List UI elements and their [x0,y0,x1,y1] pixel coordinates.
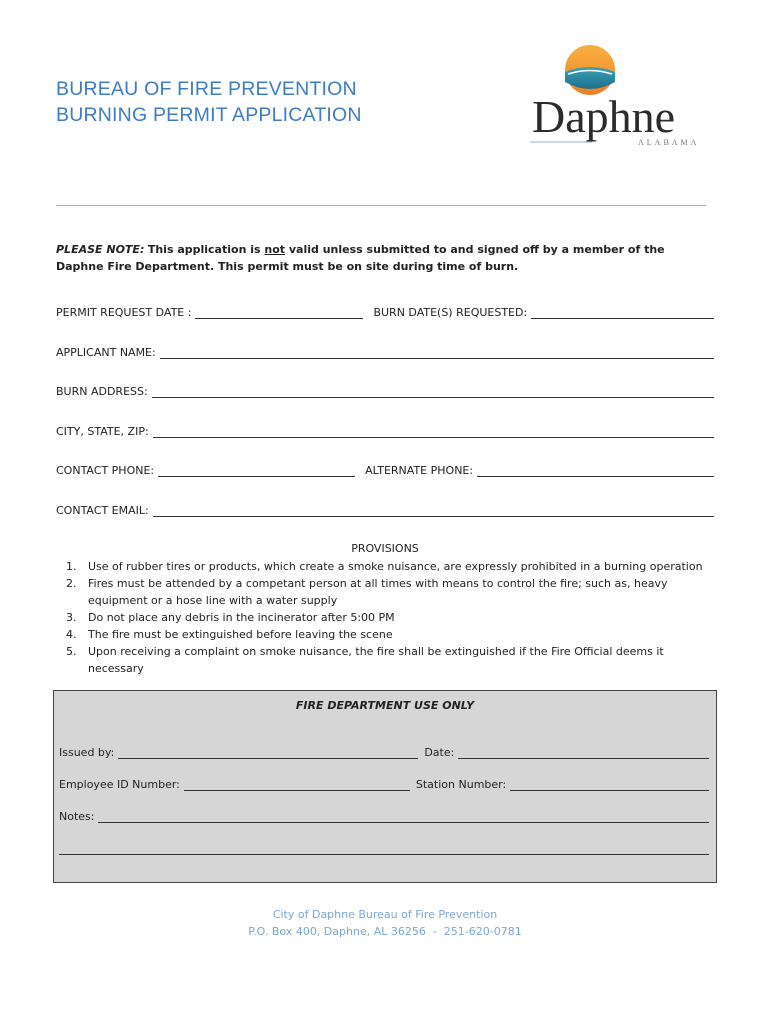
fire-department-box [53,690,717,883]
burn-dates-label: BURN DATE(S) REQUESTED: [373,306,528,319]
provisions-list [56,558,716,677]
row-phones [56,461,714,477]
daphne-logo [528,44,718,152]
please-note [56,241,712,275]
row-applicant [56,343,714,359]
notes-label: Notes: [59,810,95,823]
provision-item: 1. Use of rubber tires or products, which create a smoke nuisance, are expressly prohibited in a burning operation [66,560,703,573]
footer [0,906,770,940]
city-state-zip-field[interactable] [153,426,714,438]
issued-by-label: Issued by: [59,746,115,759]
row-address [56,382,714,398]
fire-department-title: FIRE DEPARTMENT USE ONLY [295,699,475,712]
row-city [56,422,714,438]
title-line-1: BUREAU OF FIRE PREVENTION [56,78,357,100]
provision-item: 2. Fires must be attended by a competant person at all times with means to control the fire; such as, heavy equipment or a hose line with a water supply [66,577,668,607]
row-employee [59,775,709,791]
employee-id-field[interactable] [184,779,410,791]
note-text-before: This application is [147,243,261,256]
date-label: Date: [424,746,455,759]
burn-address-label: BURN ADDRESS: [56,385,148,398]
note-emphasis: not [264,243,286,256]
note-prefix: PLEASE NOTE: [56,243,145,256]
contact-phone-field[interactable] [158,465,355,477]
logo-wordmark: Daphne [532,91,676,142]
logo-subtitle: ALABAMA [638,138,700,147]
contact-phone-label: CONTACT PHONE: [56,464,155,477]
note-text-after: valid unless submitted to and signed off by a member of the Daphne Fire Department. This permit must be on site during time of burn. [56,243,665,273]
header-divider [56,205,706,206]
burn-address-field[interactable] [152,386,714,398]
title-line-2: BURNING PERMIT APPLICATION [56,104,362,126]
footer-line-1: City of Daphne Bureau of Fire Prevention [272,908,498,921]
applicant-name-label: APPLICANT NAME: [56,346,156,359]
employee-id-label: Employee ID Number: [59,778,180,791]
page-title [56,76,362,128]
station-number-field[interactable] [510,779,709,791]
provision-item: 3. Do not place any debris in the incinerator after 5:00 PM [66,611,395,624]
footer-line-2: P.O. Box 400, Daphne, AL 36256 - 251-620-0781 [248,925,522,938]
row-issued [59,743,709,759]
row-email [56,501,714,517]
date-field[interactable] [458,747,709,759]
notes-field[interactable] [98,811,709,823]
provisions-title: PROVISIONS [351,542,419,555]
alternate-phone-field[interactable] [477,465,714,477]
row-dates [56,303,714,319]
notes-field-line-2[interactable] [59,843,709,855]
station-number-label: Station Number: [415,778,507,791]
issued-by-field[interactable] [118,747,418,759]
provision-item: 4. The fire must be extinguished before leaving the scene [66,628,393,641]
alternate-phone-label: ALTERNATE PHONE: [365,464,474,477]
row-notes [59,807,709,823]
provision-item: 5. Upon receiving a complaint on smoke nuisance, the fire shall be extinguished if the Fire Official deems it necessary [66,645,664,675]
applicant-name-field[interactable] [160,347,714,359]
contact-email-field[interactable] [153,505,714,517]
burn-dates-field[interactable] [531,307,714,319]
city-state-zip-label: CITY, STATE, ZIP: [56,425,149,438]
row-notes-2 [59,839,709,855]
contact-email-label: CONTACT EMAIL: [56,504,149,517]
permit-request-date-label: PERMIT REQUEST DATE : [56,306,192,319]
permit-request-date-field[interactable] [195,307,363,319]
